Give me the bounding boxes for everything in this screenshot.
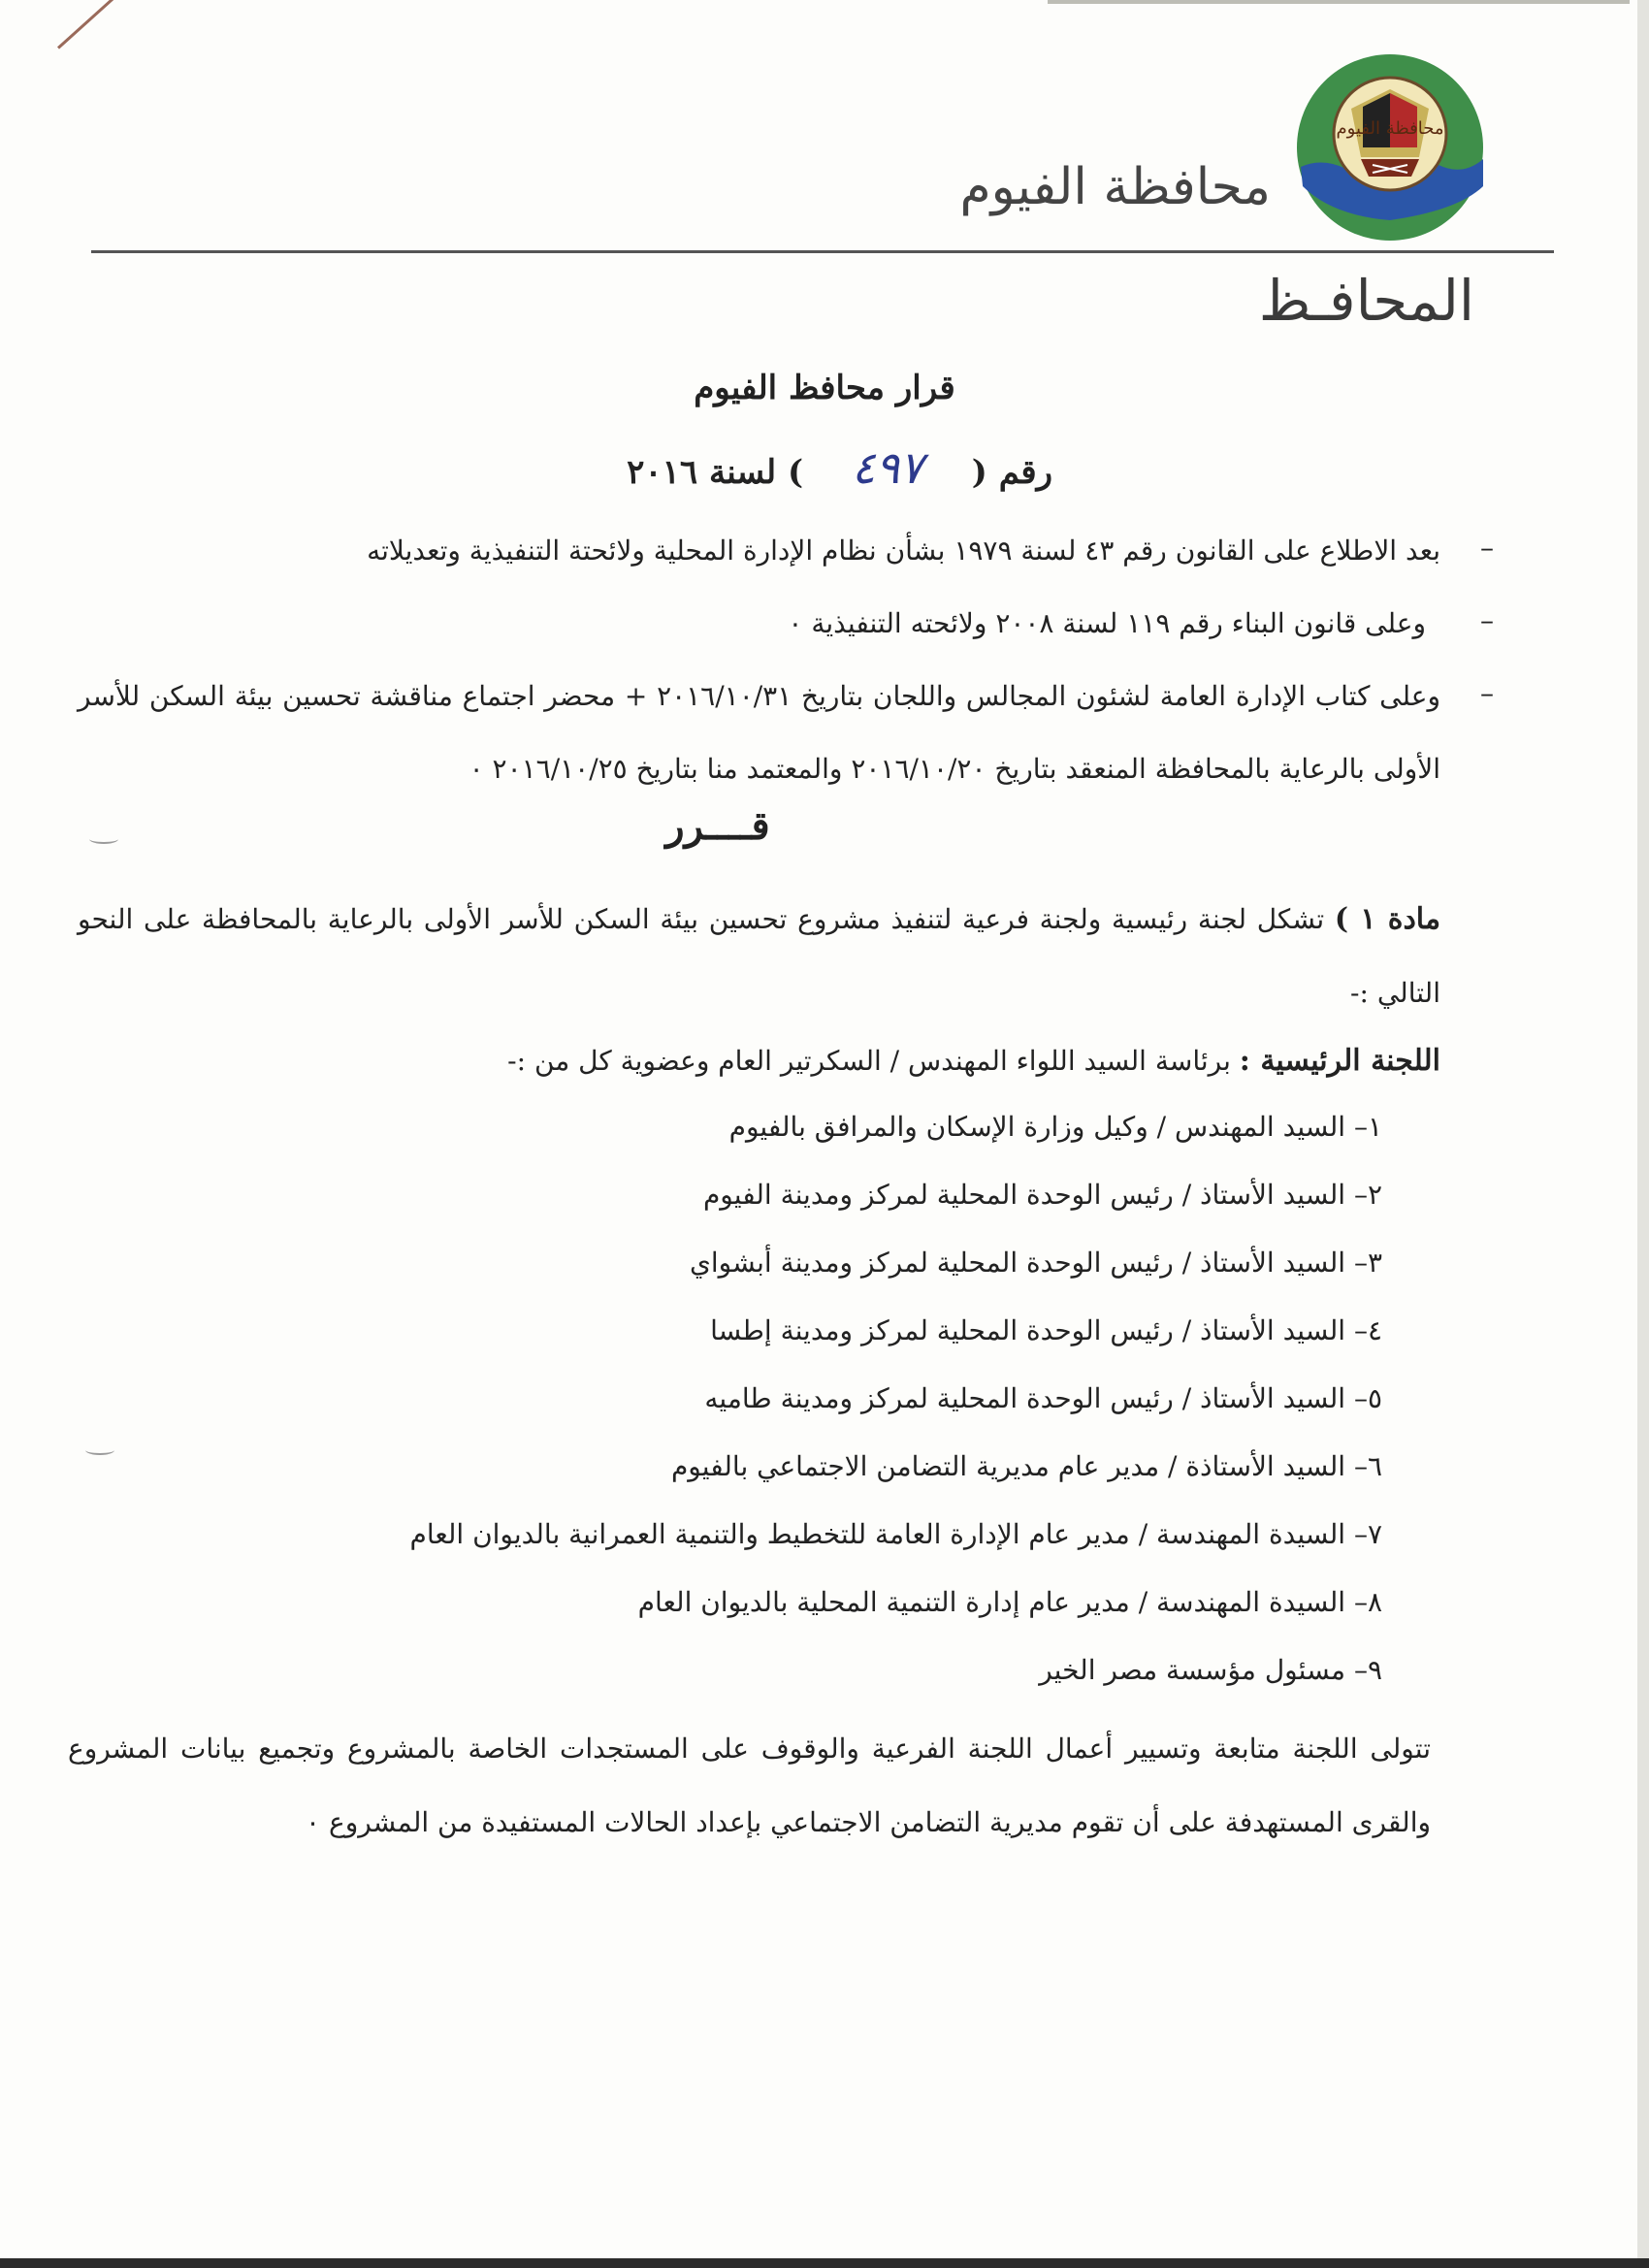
- scan-edge-right: [1637, 0, 1649, 2268]
- preamble-item: وعلى قانون البناء رقم ١١٩ لسنة ٢٠٠٨ ولائحته التنفيذية ٠: [788, 607, 1426, 639]
- scan-edge-bottom: [0, 2258, 1649, 2268]
- closing-paragraph: تتولى اللجنة متابعة وتسيير أعمال اللجنة الفرعية والوقوف على المستجدات الخاصة بالمشروع وتجميع بيانات المشروع والقرى المستهدفة على أن تقوم مديرية التضامن الاجتماعي بإعداد الحالات المستفيدة من المشروع ٠: [68, 1733, 1431, 1838]
- decision-heading: قــــرر: [665, 803, 770, 849]
- committee-member: ٦– السيد الأستاذة / مدير عام مديرية التضامن الاجتماعي بالفيوم: [670, 1450, 1382, 1482]
- logo-text: محافظة الفيوم: [1336, 118, 1444, 139]
- governorate-logo: [1293, 50, 1487, 244]
- scan-scratch-mark: [57, 0, 116, 49]
- preamble-bullet: –: [1480, 604, 1494, 636]
- main-committee-label: اللجنة الرئيسية :: [1239, 1044, 1440, 1078]
- article-1: [78, 883, 1440, 1030]
- scan-blot: [85, 1445, 114, 1455]
- article-1-text: تشكل لجنة رئيسية ولجنة فرعية لتنفيذ مشروع تحسين بيئة السكن للأسر الأولى بالرعاية بالمحافظة على النحو التالي :-: [78, 903, 1440, 1009]
- decree-number-suffix: ): [787, 453, 804, 492]
- decree-number-handwritten: ٤٩٧: [851, 441, 923, 494]
- preamble-bullet: –: [1480, 677, 1494, 709]
- preamble-bullet: –: [1480, 532, 1494, 564]
- decree-number-line: [627, 441, 1052, 494]
- committee-member: ٤– السيد الأستاذ / رئيس الوحدة المحلية لمركز ومدينة إطسا: [710, 1314, 1382, 1346]
- article-1-label: مادة ١ ): [1334, 902, 1441, 936]
- committee-member: ٨– السيدة المهندسة / مدير عام إدارة التنمية المحلية بالديوان العام: [637, 1586, 1382, 1618]
- main-committee-text: برئاسة السيد اللواء المهندس / السكرتير العام وعضوية كل من :-: [507, 1045, 1231, 1077]
- committee-member: ٥– السيد الأستاذ / رئيس الوحدة المحلية لمركز ومدينة طاميه: [704, 1382, 1382, 1414]
- committee-member: ٢– السيد الأستاذ / رئيس الوحدة المحلية لمركز ومدينة الفيوم: [702, 1179, 1382, 1211]
- committee-member: ٩– مسئول مؤسسة مصر الخير: [1039, 1654, 1382, 1686]
- decree-number-prefix: رقم (: [971, 453, 1052, 492]
- office-title: المحافـظ: [1258, 268, 1474, 334]
- header-divider: [91, 250, 1554, 253]
- committee-member: ١– السيد المهندس / وكيل وزارة الإسكان والمرافق بالفيوم: [728, 1111, 1382, 1143]
- governorate-name: محافظة الفيوم: [959, 158, 1271, 216]
- preamble-item: بعد الاطلاع على القانون رقم ٤٣ لسنة ١٩٧٩ بشأن نظام الإدارة المحلية ولائحتة التنفيذية وتعديلاته: [367, 535, 1440, 567]
- scan-edge-top: [1048, 0, 1630, 4]
- preamble-item: وعلى كتاب الإدارة العامة لشئون المجالس واللجان بتاريخ ٢٠١٦/١٠/٣١ + محضر اجتماع مناقشة تحسين بيئة السكن للأسر الأولى بالرعاية بالمحافظة المنعقد بتاريخ ٢٠١٦/١٠/٢٠ والمعتمد منا بتاريخ ٢٠١٦/١٠/٢٥ ٠: [78, 680, 1440, 785]
- decree-title: قرار محافظ الفيوم: [694, 369, 955, 407]
- decree-year: لسنة ٢٠١٦: [627, 453, 777, 492]
- committee-member: ٧– السيدة المهندسة / مدير عام الإدارة العامة للتخطيط والتنمية العمرانية بالديوان العام: [409, 1518, 1382, 1550]
- committee-member: ٣– السيد الأستاذ / رئيس الوحدة المحلية لمركز ومدينة أبشواي: [689, 1247, 1382, 1279]
- main-committee-heading: [78, 1024, 1440, 1098]
